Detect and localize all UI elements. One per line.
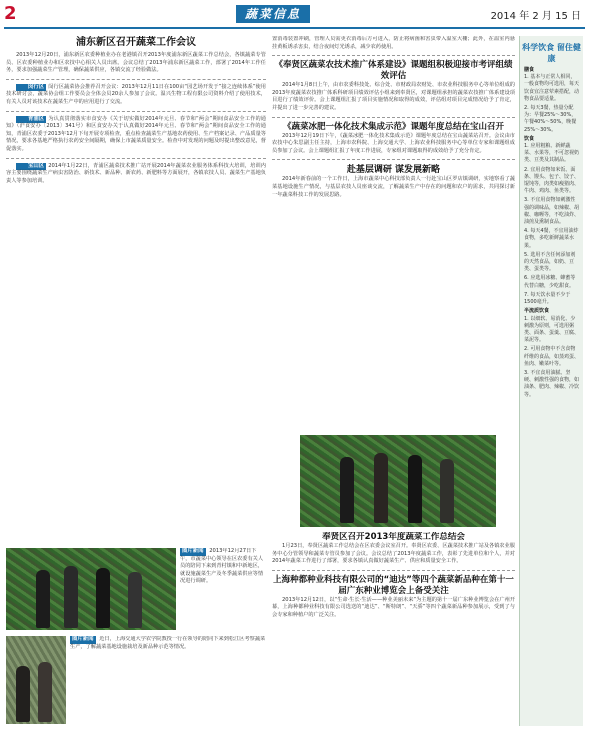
- sidebar-item: 2. 每天3餐，热量分配为：早餐25%～30%，午餐40%～50%，晚餐25%～30%。: [524, 105, 577, 133]
- article-body: 2014年新春前的一个工作日，上海市蔬菜中心科技部负责人一行赴宝山区罗店镇调研，实地察看了蔬菜基地设施生产情况，与基层农技人员座谈交流，了解蔬菜生产中存在的问题和农户的需求，共同探讨新一年蔬菜科技工作的发展思路。: [272, 176, 515, 198]
- news-item: [6, 163, 266, 186]
- column-middle-lower: [272, 532, 515, 726]
- sidebar-item: 2. 宜用食物如米饭、面条、馒头、包子、饺子、馄饨等，肉类如瘦猪肉、牛肉、鸡肉、鱼类等。: [524, 166, 580, 195]
- article-body: 2013年12月19日下午，《蔬菜冰肥一体化技术集成示范》课题年度总结在宝山蔬菜站召开。会议由市农技中心朱思副主任主持，上海市农科院、上海交通大学、上海农业科技服务中心等单位专家和课题组成员参加了会议。会上课题组汇报了年度工作进展，专家组对课题取得的成效给予了充分肯定。: [272, 132, 515, 154]
- article-title: 浦东新区召开蔬菜工作会议: [76, 37, 196, 48]
- news-item: [6, 116, 266, 154]
- news-photo-field-survey: [300, 435, 496, 527]
- sidebar-section-label: 饮食: [524, 135, 535, 142]
- news-photo-greenhouse: [6, 548, 176, 630]
- sidebar-item: 1. 应用粗粮、新鲜蔬菜、水果等，不可忽视奶类、豆类及其制品。: [524, 143, 580, 164]
- divider: [6, 111, 266, 112]
- photo-tag: 图片新闻: [182, 548, 204, 554]
- article-title: 赴基层调研 谋发展新略: [346, 165, 441, 176]
- masthead-rule: [4, 27, 585, 29]
- article-title: 奉贤区召开2013年度蔬菜工作总结会: [322, 532, 465, 542]
- divider: [272, 570, 515, 571]
- photo-tag: 图片新闻: [72, 636, 94, 642]
- sidebar-item: 2. 可用食物中不含食物纤维的食品，如蒸鸡蛋、鱼肉、嫩菜叶等。: [524, 346, 580, 367]
- news-item: [6, 84, 266, 107]
- article-title: 上海种都种业科技有限公司的“迪达”等四个蔬菜新品种在第十一届广东种业博览会上备受关注: [273, 574, 514, 596]
- sidebar-item: 3. 不宜食用油腻、坚硬、刺激性强的食物，如油条、肥肉、辣椒、冷饮等。: [524, 369, 580, 398]
- news-text: 闵行区蔬菜协会推荐召开会议：2013年12月11日在100亩“园艺场开发于”接之连续体系”使用技术研讨会，蔬菜协会组工作要员会全体会员20余人参加了会议。温兴生物工程有限公司资料介绍了使用技术，有关人员对该技术在蔬菜生产中的应用进行了交流。: [6, 83, 266, 105]
- news-text: 为认真贯彻落实市食安办《关于切实做好2014年元旦、春节和“两会”期间食品安全工作的通知》（沪食安办〔2013〕341号）和区食安办关于认真做好2014年元旦、春节和“两会”期间食品安全工作的通知，青浦区农委于2013年12月下旬开展专项检查，重点检查蔬菜生产基地农药使用、生产档案记录、产品质量等情况，要求各基地严格执行农药安全间隔期，确保上市蔬菜质量安全。检查中对发现的问题及时提出整改意见，督促落实。: [6, 115, 266, 152]
- column-left: [6, 36, 266, 546]
- photo-caption-2: [70, 636, 266, 724]
- page-number: 2: [4, 3, 17, 24]
- photo-caption-1: [180, 548, 266, 634]
- article-body: 2013年12月20日，浦东新区农委种植业办在老港镇召开2013年度浦东新区蔬菜工作总结会，各镇蔬菜专管员、区农委种植业办和区农技中心相关人员出席。会议总结了2013年浦东新区蔬菜工作，部署了2014年工作任务，要求加强蔬菜生产管理，确保蔬菜供应，各镇交流了经验做法。: [6, 52, 266, 74]
- article-body: 2014年1月8日上午，由市农委科技处、综合处、市财政局农财处、市农业科技服务中心等单位组成的2013年度蔬菜农技推广体系科研项目绩效评估小组来到奉贤区，对课题组承担的蔬菜农技推广体系建设项目进行了绩效评价。会上课题组汇报了项目实施情况和取得的成效，评估组对项目完成情况给予了肯定，并提出了进一步完善的建议。: [272, 82, 515, 111]
- newspaper-logo: 蔬菜信息: [236, 5, 310, 23]
- masthead: [4, 4, 585, 26]
- sidebar-item: 1. 以细软、易消化、少刺激为原则，可选用粥类、面条、蛋羹、豆腐、菜泥等。: [524, 315, 580, 344]
- divider: [272, 117, 515, 118]
- photo-text: 2013年12月27日下午，市蔬菜中心领导在区农委有关人员的陪同下来到青村镇和中新地区，就设施蔬菜生产及冬季蔬菜供应等情况进行调研。: [180, 548, 264, 585]
- divider: [272, 55, 515, 56]
- district-tag: 宝山区: [16, 163, 46, 171]
- photo-text: 近日，上海交通大学农学院教授一行在领导的陪同下来到松江区考察蔬菜生产，了解蔬菜基地设施栽培及新品种示范等情况。: [70, 636, 266, 650]
- divider: [6, 158, 266, 159]
- article-title: 《蔬菜冰肥一体化技术集成示范》课题年度总结在宝山召开: [282, 121, 504, 132]
- divider: [6, 79, 266, 80]
- news-text: 2014年1月22日，青浦区蔬菜技术推广站开展2014年蔬菜农业服务体系科技大培训，培训内容主要围绕蔬菜生产病虫害防治、新技术、新品种、新农药、新肥料等方面展开，各镇农技人员、蔬菜生产基地负责人等参加培训。: [6, 162, 266, 184]
- article-body: 2013年12月12日，以“生命·生长·生活——种业美丽未来”为主题的第十一届广东种业博览会在广州开幕，上海种都种业科技有限公司选送的“迪达”、“斯特朗”、“天骄”等四个蔬菜新品种参加展示，受到了与会专家和种植户的广泛关注。: [272, 596, 515, 618]
- article-body: 1月23日，奉贤区蔬菜工作总结会在区农委会议室召开。奉贤区农委、区蔬菜技术推广站及各镇农业服务中心分管领导和蔬菜专管员参加了会议。会议总结了2013年度蔬菜工作，表彰了先进单位和个人，并对2014年蔬菜工作进行了部署，要求各镇认真做好蔬菜生产、供应和质量安全工作。: [272, 543, 515, 565]
- sidebar-item: 6. 应选用冰糖、蜂蜜等代替白糖，少吃甜食。: [524, 275, 576, 289]
- sidebar-item: 4. 每天4餐，不宜用油炸食物，多吃新鲜蔬菜水果。: [524, 228, 579, 249]
- sidebar-section-label: 半流质饮食: [524, 308, 550, 315]
- article-title: 《奉贤区蔬菜农技术推广体系建设》课题组积极迎接市考评组绩效评估: [274, 60, 513, 82]
- divider: [272, 159, 515, 160]
- sidebar-item: 3. 不宜用食物如刺激性强的调味品，如辣椒、胡椒、咖喱等，不吃油炸、油煎及熏制食品。: [524, 197, 580, 226]
- sidebar-section-label: 膳食: [524, 67, 535, 73]
- district-tag: 闵行区: [16, 84, 46, 92]
- news-photo-visit: [6, 636, 66, 724]
- sidebar-title: 科学饮食 留住健康: [522, 43, 581, 63]
- sidebar-item: 7. 每天饮水量不少于1500毫升。: [524, 291, 571, 306]
- health-sidebar: [519, 36, 583, 726]
- sidebar-item: 5. 选用不含任何添加剂的天然食品，如奶、豆类、蛋类等。: [524, 251, 576, 273]
- sidebar-body: [520, 64, 583, 404]
- issue-date: 2014 年 2 月 15 日: [490, 11, 581, 22]
- continued-text: 置消毒装置冲刷，管理人员需更衣消毒后方可进入，防止将病菌和害虫带入温室大棚；此外，在温室内悬挂黄板诱杀害虫，结合夜间灯光诱杀，减少农药使用。: [272, 36, 515, 50]
- sidebar-item: 1. 基本与正常人相同，一般食物均可选用，每天饮食宜注意荤素搭配，动物食品要适量。: [524, 74, 580, 102]
- district-tag: 青浦区: [16, 116, 46, 124]
